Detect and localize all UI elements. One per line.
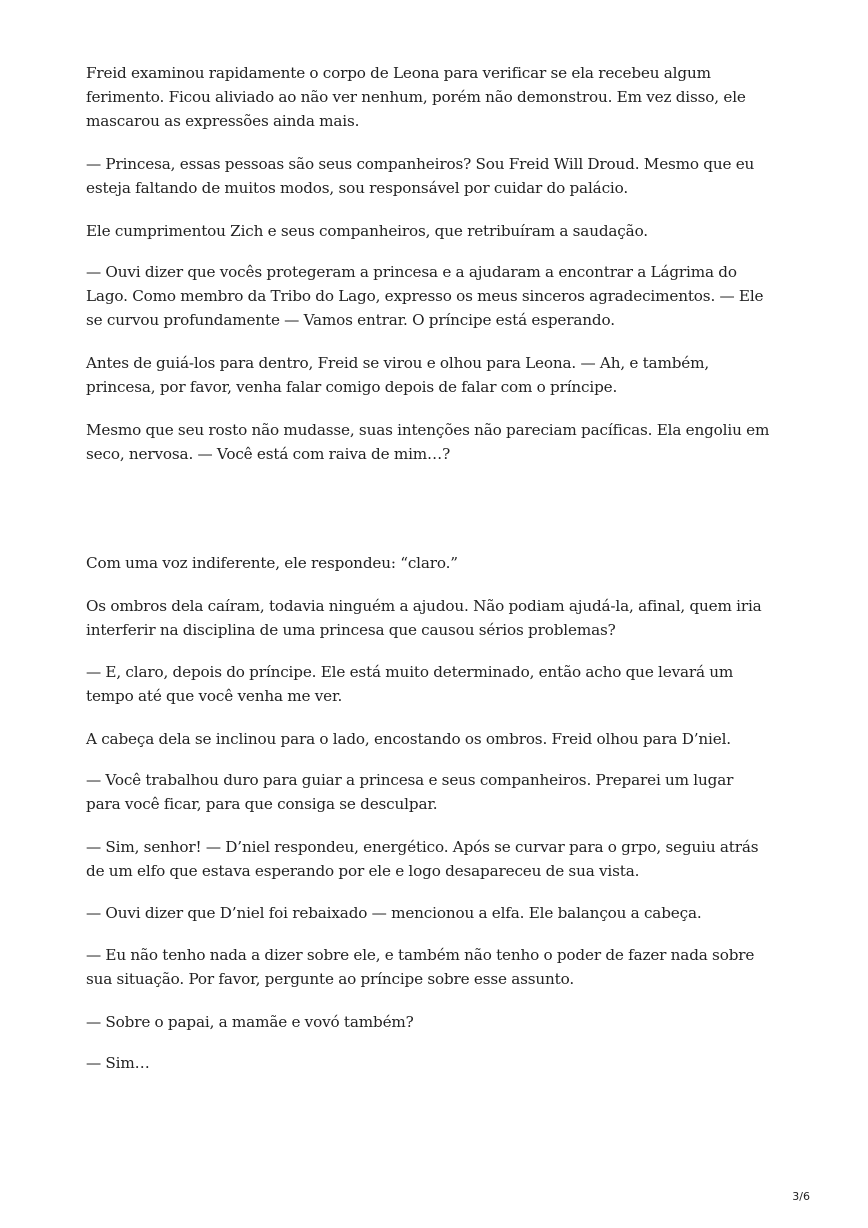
paragraph-line: — Sim, senhor! — D’niel respondeu, energético. Após se curvar para o grpo, seguiu atrás <box>86 838 759 856</box>
paragraph-line: Antes de guiá-los para dentro, Freid se virou e olhou para Leona. — Ah, e também, <box>86 354 710 372</box>
paragraph <box>86 768 786 816</box>
paragraph-line: sua situação. Por favor, pergunte ao príncipe sobre esse assunto. <box>86 970 575 988</box>
paragraph <box>86 901 786 925</box>
paragraph-line: — Ouvi dizer que D’niel foi rebaixado — mencionou a elfa. Ele balançou a cabeça. <box>86 904 702 922</box>
paragraph <box>86 260 786 332</box>
paragraph <box>86 1051 786 1075</box>
paragraph-line: A cabeça dela se inclinou para o lado, encostando os ombros. Freid olhou para D’niel. <box>86 730 731 748</box>
paragraph-line: Freid examinou rapidamente o corpo de Leona para verificar se ela recebeu algum <box>86 64 711 82</box>
paragraph-line: para você ficar, para que consiga se desculpar. <box>86 795 438 813</box>
paragraph-line: Com uma voz indiferente, ele respondeu: “claro.” <box>86 554 458 572</box>
paragraph-line: de um elfo que estava esperando por ele e logo desapareceu de sua vista. <box>86 862 640 880</box>
paragraph <box>86 943 786 991</box>
paragraph <box>86 418 786 466</box>
paragraph-line: Ele cumprimentou Zich e seus companheiros, que retribuíram a saudação. <box>86 222 648 240</box>
page-number: 3/6 <box>792 1190 810 1203</box>
paragraph-line: mascarou as expressões ainda mais. <box>86 112 360 130</box>
paragraph <box>86 1010 786 1034</box>
paragraph-line: — Ouvi dizer que vocês protegeram a princesa e a ajudaram a encontrar a Lágrima do <box>86 263 737 281</box>
paragraph <box>86 61 786 133</box>
paragraph-line: — Eu não tenho nada a dizer sobre ele, e também não tenho o poder de fazer nada sobre <box>86 946 755 964</box>
paragraph-line: tempo até que você venha me ver. <box>86 687 343 705</box>
paragraph-line: seco, nervosa. — Você está com raiva de mim…? <box>86 445 451 463</box>
paragraph <box>86 727 786 751</box>
paragraph-line: esteja faltando de muitos modos, sou responsável por cuidar do palácio. <box>86 179 629 197</box>
paragraph-line: princesa, por favor, venha falar comigo depois de falar com o príncipe. <box>86 378 618 396</box>
paragraph <box>86 551 786 575</box>
paragraph-line: Mesmo que seu rosto não mudasse, suas intenções não pareciam pacíficas. Ela engoliu em <box>86 421 770 439</box>
paragraph <box>86 594 786 642</box>
paragraph-line: Os ombros dela caíram, todavia ninguém a ajudou. Não podiam ajudá-la, afinal, quem iria <box>86 597 762 615</box>
paragraph <box>86 219 786 243</box>
paragraph <box>86 660 786 708</box>
paragraph-line: Lago. Como membro da Tribo do Lago, expresso os meus sinceros agradecimentos. — Ele <box>86 287 764 305</box>
paragraph <box>86 351 786 399</box>
paragraph-line: ferimento. Ficou aliviado ao não ver nenhum, porém não demonstrou. Em vez disso, ele <box>86 88 746 106</box>
paragraph-line: — Sim… <box>86 1054 150 1072</box>
paragraph-line: — Você trabalhou duro para guiar a princesa e seus companheiros. Preparei um lugar <box>86 771 734 789</box>
paragraph <box>86 152 786 200</box>
paragraph-line: — Princesa, essas pessoas são seus companheiros? Sou Freid Will Droud. Mesmo que eu <box>86 155 755 173</box>
paragraph-line: — Sobre o papai, a mamãe e vovó também? <box>86 1013 414 1031</box>
paragraph-line: se curvou profundamente — Vamos entrar. O príncipe está esperando. <box>86 311 615 329</box>
paragraph <box>86 835 786 883</box>
paragraph-line: interferir na disciplina de uma princesa que causou sérios problemas? <box>86 621 616 639</box>
paragraph-line: — E, claro, depois do príncipe. Ele está muito determinado, então acho que levará um <box>86 663 734 681</box>
